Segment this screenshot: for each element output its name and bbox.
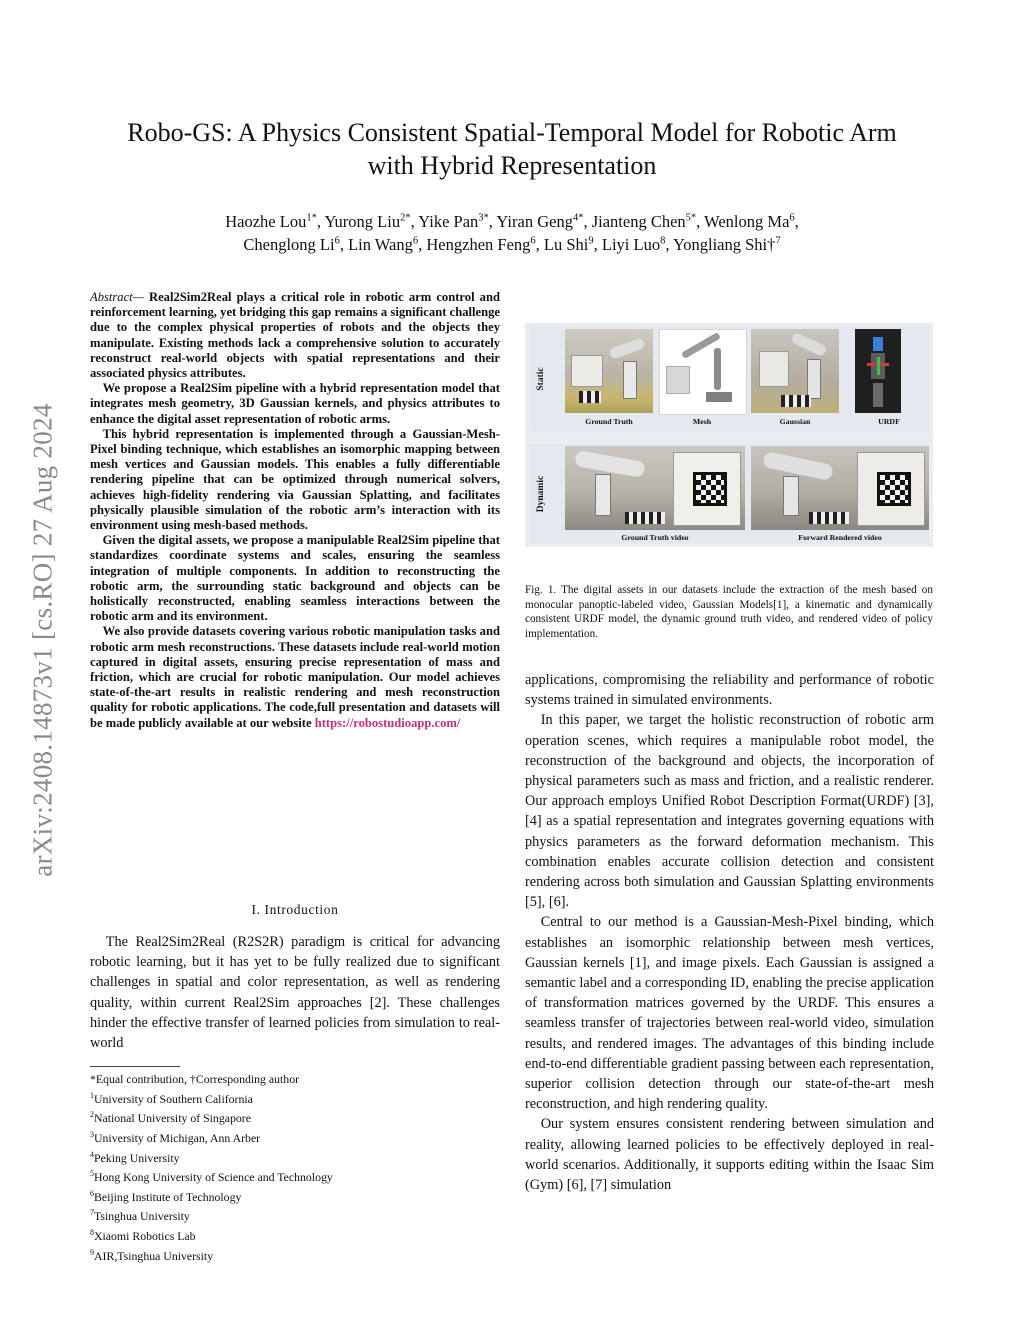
title-line-1: Robo-GS: A Physics Consistent Spatial-Temporal Model for Robotic Arm	[127, 118, 897, 147]
author-separator: ,	[535, 235, 544, 254]
affiliation-footnote	[90, 1107, 500, 1127]
mesh-image	[659, 329, 747, 415]
affiliation-number: 4	[90, 1149, 94, 1159]
affiliation-footnote	[90, 1127, 500, 1147]
author-affiliation-mark: 3*	[478, 212, 489, 224]
footnotes	[90, 1072, 500, 1264]
author	[348, 235, 426, 254]
caption-mesh: Mesh	[692, 417, 712, 426]
figure-1	[525, 323, 933, 547]
equal-contribution-note: *Equal contribution, †Corresponding author	[90, 1072, 300, 1086]
right-paragraph-3: Central to our method is a Gaussian-Mesh-Pixel binding, which establishes an isomorphic relationship between mesh vertices, Gaussian kernels [1], and image pixels. Each Gaussian is assigned a semantic label and a corresponding ID, enabling the precise application of transformation matrices governed by the URDF. This ensures a seamless transfer of trajectories between real-world video, simulation results, and rendered images. The advantages of this binding include end-to-end differentiable gradient passing between each representation, superior collision detection through our state-of-the-art mesh reconstruction, and high rendering quality.	[525, 914, 934, 1113]
caption-forward-rendered-video: Forward Rendered video	[798, 533, 882, 542]
affiliation-footnote	[90, 1088, 500, 1108]
affiliation-name: AIR,Tsinghua University	[94, 1248, 214, 1263]
affiliation-name: National University of Singapore	[94, 1111, 251, 1126]
author-name: Hengzhen Feng	[426, 235, 531, 254]
author-affiliation-mark: 1*	[306, 212, 317, 224]
affiliation-number: 2	[90, 1110, 94, 1120]
mesh-arm-column	[714, 348, 721, 390]
mesh-box	[666, 366, 690, 394]
author	[426, 235, 544, 254]
author-line	[90, 233, 934, 256]
project-website-link[interactable]: https://robostudioapp.com/	[314, 715, 461, 730]
author-affiliation-mark: 8	[660, 235, 666, 247]
author-affiliation-mark: 2*	[400, 212, 411, 224]
abstract-paragraph-5: We also provide datasets covering various robotic manipulation tasks and robotic arm mesh reconstructions. These datasets include real-world motion captured in digital assets, ensuring precise representation of mass and friction, which are crucial for robotic manipulation. Our model achieves state-of-the-art results in realistic rendering and mesh reconstruction quality for robotic applications. The code,full presentation and datasets will be made publicly available at our website https://robostudioapp.com/	[90, 624, 500, 730]
author-name: Lu Shi	[543, 235, 589, 254]
author-affiliation-mark: 9	[588, 235, 594, 247]
paper-title	[90, 116, 934, 182]
affiliation-footnote	[90, 1186, 500, 1206]
abstract-paragraph-3: This hybrid representation is implemented through a Gaussian-Mesh-Pixel binding technique, which establishes an isomorphic mapping between mesh vertices and Gaussian models. This enables a fully differentiable rendering pipeline that can be optimized through numerical solvers, achieves high-fidelity rendering via Gaussian Splatting, and facilitates physically plausible simulation of the robotic arm’s interaction with its environment using mesh-based methods.	[90, 426, 500, 533]
author-separator: ,	[593, 235, 602, 254]
forward-rendered-video-frame	[751, 446, 929, 530]
author-affiliation-mark: 6	[412, 235, 419, 247]
affiliation-footnote	[90, 1205, 500, 1225]
caption-ground-truth: Ground Truth	[585, 417, 633, 426]
author-affiliation-mark: 4*	[572, 212, 584, 224]
intro-paragraph: The Real2Sim2Real (R2S2R) paradigm is critical for advancing robotic learning, but it has yet to be fully realized due to significant challenges in spatial and color representation, as well as rendering quality, within current Real2Sim approaches [2]. These challenges hinder the effective transfer of learned policies from simulation to real-world	[90, 934, 500, 1052]
affiliation-footnote	[90, 1225, 500, 1245]
author	[673, 235, 781, 254]
author-name: Yike Pan	[418, 212, 479, 231]
author-separator: ,	[583, 212, 592, 231]
caption-gaussian: Gaussian	[779, 417, 811, 426]
affiliation-number: 1	[90, 1090, 94, 1100]
video-arm-base	[595, 474, 611, 516]
caption-urdf: URDF	[878, 417, 900, 426]
affiliation-number: 3	[90, 1129, 94, 1139]
author-separator: ,	[794, 212, 799, 231]
box-shape	[571, 355, 603, 387]
render-aruco-marker	[877, 472, 911, 506]
affiliation-name: Xiaomi Robotics Lab	[94, 1229, 196, 1243]
affiliation-name: University of Southern California	[94, 1091, 253, 1106]
static-label: Static	[536, 367, 546, 391]
author-name: Wenlong Ma	[704, 212, 790, 231]
ground-truth-video-frame	[565, 446, 745, 530]
section-heading-introduction: I. Introduction	[251, 902, 339, 917]
title-line-2: with Hybrid Representation	[367, 151, 657, 180]
abstract-paragraph-4: Given the digital assets, we propose a manipulable Real2Sim pipeline that standardizes coordinate systems and scales, ensuring the seamless integration of multiple components. In addition to reconstructing the robotic arm, the surrounding static background and objects can be holistically reconstructed, enabling seamless interactions between the robotic arm and its environment.	[90, 533, 500, 624]
author-name: Liyi Luo	[601, 235, 661, 254]
affiliation-footnote	[90, 1147, 500, 1167]
affiliation-number: 8	[90, 1228, 94, 1238]
author-separator: ,	[410, 212, 419, 231]
ground-truth-image	[565, 329, 653, 413]
author	[225, 212, 324, 231]
urdf-axis-y	[877, 357, 880, 375]
author	[592, 212, 704, 231]
author-separator: ,	[316, 212, 325, 231]
arm-base-shape	[623, 361, 637, 399]
author-affiliation-mark: 6	[530, 235, 536, 247]
footnote-rule	[90, 1066, 180, 1067]
author-name: Jianteng Chen	[591, 212, 686, 231]
author	[243, 235, 348, 254]
gaussian-box	[759, 351, 789, 387]
mesh-base	[706, 392, 732, 402]
gaussian-arm	[790, 332, 827, 357]
affiliation-name: Tsinghua University	[94, 1209, 190, 1224]
author-affiliation-mark: 6	[334, 235, 340, 247]
author	[418, 212, 496, 231]
author-separator: ,	[488, 212, 497, 231]
author-separator: ,	[696, 212, 705, 231]
author-name: Yiran Geng	[496, 212, 573, 231]
affiliation-footnote	[90, 1245, 500, 1265]
arxiv-stamp	[18, 330, 68, 950]
aruco-marker	[693, 472, 727, 506]
right-paragraph-4: Our system ensures consistent rendering between simulation and reality, allowing learned policies to be effectively deployed in real-world scenarios. Additionally, it supports editing within the Isaac Sim (Gym) [6], [7] simulation	[525, 1116, 934, 1194]
author-affiliation-mark: 5*	[685, 212, 697, 224]
dynamic-label: Dynamic	[536, 475, 546, 513]
affiliation-name: Beijing Institute of Technology	[94, 1189, 242, 1204]
abstract	[90, 290, 500, 731]
author-affiliation-mark: 6	[789, 212, 795, 224]
right-paragraph-1: applications, compromising the reliability and performance of robotic systems trained in simulated environments.	[525, 672, 934, 709]
author-name: Yurong Liu	[324, 212, 401, 231]
abstract-paragraph-2: We propose a Real2Sim pipeline with a hybrid representation model that integrates mesh geometry, 3D Gaussian kernels, and physics attributes to enhance the digital asset representation of robotic arms.	[90, 381, 500, 426]
author-separator: ,	[418, 235, 427, 254]
author	[324, 212, 418, 231]
author	[496, 212, 591, 231]
author-name: Haozhe Lou	[225, 212, 307, 231]
abstract-lead: Abstract—	[90, 290, 144, 304]
author	[602, 235, 673, 254]
affiliation-number: 9	[90, 1247, 94, 1257]
affiliation-number: 6	[90, 1188, 94, 1198]
affiliation-name: Peking University	[94, 1150, 180, 1165]
caption-ground-truth-video: Ground Truth video	[621, 533, 689, 542]
urdf-base	[873, 383, 883, 407]
figure-caption: Fig. 1. The digital assets in our datasets include the extraction of the mesh based on monocular panoptic-labeled video, Gaussian Models[1], a kinematic and dynamically consistent URDF model, the dynamic ground truth video, and rendered video of policy implementation.	[525, 584, 933, 640]
gaussian-image	[751, 329, 839, 413]
render-arm-base	[783, 476, 799, 516]
affiliation-number: 5	[90, 1169, 94, 1179]
urdf-image	[855, 329, 901, 413]
affiliation-number: 7	[90, 1208, 94, 1218]
affiliation-name: University of Michigan, Ann Arber	[94, 1130, 261, 1145]
affiliation-footnote	[90, 1166, 500, 1186]
gaussian-checker	[781, 395, 811, 407]
video-checker	[625, 512, 665, 524]
arxiv-id: arXiv:2408.14873v1 [cs.RO] 27 Aug 2024	[27, 403, 58, 877]
affiliation-name: Hong Kong University of Science and Technology	[94, 1170, 333, 1185]
author-list	[90, 210, 934, 256]
right-column	[525, 670, 934, 1195]
author	[704, 212, 799, 231]
arm-shape	[608, 337, 646, 360]
render-checker	[809, 512, 849, 524]
gaussian-arm-base	[807, 359, 821, 399]
dynamic-panel	[529, 444, 929, 544]
author-name: Yongliang Shi†	[672, 235, 776, 254]
right-paragraph-2: In this paper, we target the holistic reconstruction of robotic arm operation scenes, which requires a manipulable robot model, the reconstruction of the background and objects, the incorporation of physical parameters such as mass and friction, and a realistic renderer. Our approach employs Unified Robot Description Format(URDF) [3], [4] as a spatial representation and integrates governing equations with physics parameters as the forward deformation mechanism. This combination enables accurate collision detection and consistent rendering across both simulation and Gaussian Splatting environments [5], [6].	[525, 712, 934, 911]
author-line	[90, 210, 934, 233]
author-name: Lin Wang	[348, 235, 413, 254]
author-separator: ,	[339, 235, 349, 254]
static-panel	[529, 327, 929, 431]
author	[544, 235, 602, 254]
author-affiliation-mark: 7	[775, 235, 781, 247]
abstract-paragraph-1: Abstract— Real2Sim2Real plays a critical role in robotic arm control and reinforcement learning, yet bridging this gap remains a significant challenge due to the complex physical properties of robots and the objects they manipulate. Existing methods lack a comprehensive solution to accurately reconstruct real-world objects with spatial representations and their associated physics attributes.	[90, 290, 500, 381]
author-name: Chenglong Li	[243, 235, 335, 254]
marker-shape	[579, 391, 601, 403]
author-separator: ,	[665, 235, 673, 254]
urdf-joint-1	[873, 337, 883, 351]
